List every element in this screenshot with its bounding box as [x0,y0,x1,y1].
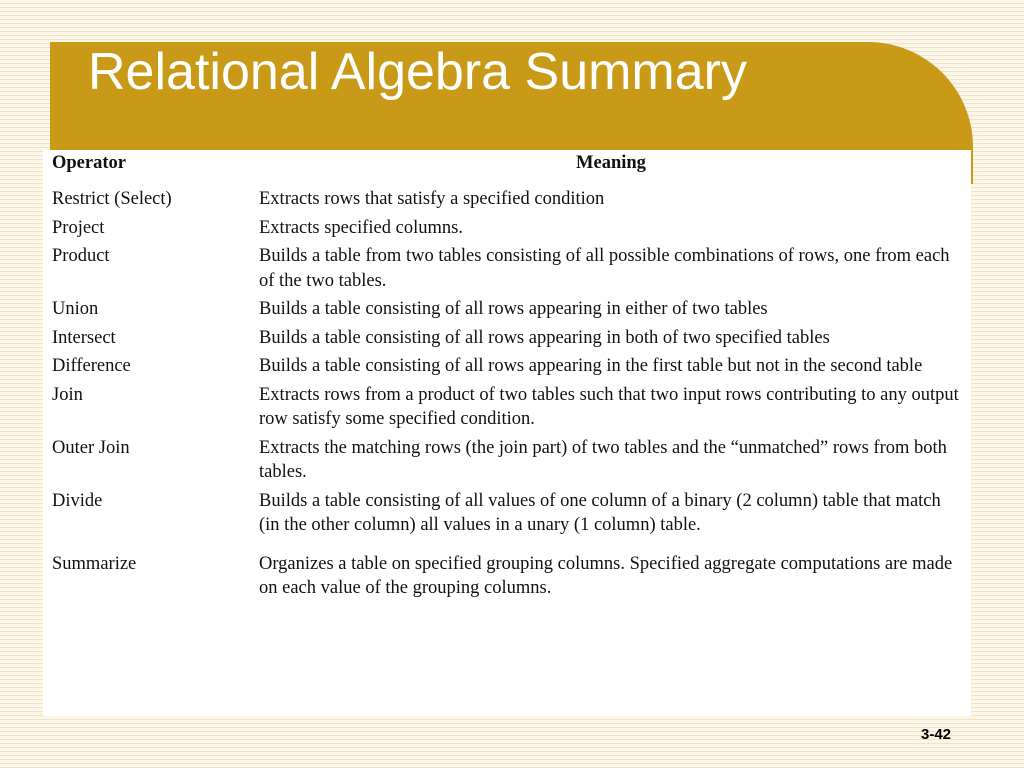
table-row [43,436,971,489]
table-row [43,326,971,355]
table-row [43,187,971,216]
table-row [43,383,971,436]
column-header-meaning: Meaning [576,153,646,173]
table-header-row [43,150,971,176]
meaning-cell: Extracts specified columns. [259,217,463,238]
meaning-cell: Builds a table consisting of all values of one column of a binary (2 column) table that match (in the other column) all values in a unary (1 column) table. [259,490,941,535]
page-number: 3-42 [921,726,952,743]
spacer-row [43,542,971,552]
meaning-cell: Organizes a table on specified grouping columns. Specified aggregate computations are made on each value of the grouping columns. [259,553,953,598]
meaning-cell: Extracts rows from a product of two tables such that two input rows contributing to any output row satisfy some specified condition. [259,384,959,429]
slide-title: Relational Algebra Summary [88,43,747,101]
meaning-cell: Builds a table consisting of all rows appearing in both of two specified tables [259,327,830,348]
operator-table [43,150,971,605]
operator-cell: Restrict (Select) [52,189,172,209]
table-row [43,244,971,297]
operator-cell: Join [52,384,83,405]
spacer-row [43,176,971,187]
meaning-cell: Extracts rows that satisfy a specified condition [259,189,605,209]
operator-cell: Intersect [52,327,116,348]
content-panel [43,150,971,716]
column-header-operator: Operator [52,153,126,173]
meaning-cell: Builds a table from two tables consisting of all possible combinations of rows, one from each of the two tables. [259,246,950,291]
operator-cell: Summarize [52,553,137,574]
operator-cell: Difference [52,356,131,376]
meaning-cell: Builds a table consisting of all rows appearing in either of two tables [259,299,768,319]
table-row [43,354,971,383]
operator-cell: Product [52,246,110,266]
operator-cell: Divide [52,490,103,511]
operator-cell: Project [52,217,105,238]
table-row [43,297,971,326]
table-row [43,216,971,245]
table-row [43,552,971,605]
operator-cell: Union [52,299,99,319]
meaning-cell: Extracts the matching rows (the join part) of two tables and the “unmatched” rows from both tables. [259,437,947,482]
operator-cell: Outer Join [52,437,130,458]
table-row [43,489,971,542]
meaning-cell: Builds a table consisting of all rows appearing in the first table but not in the second table [259,356,923,376]
